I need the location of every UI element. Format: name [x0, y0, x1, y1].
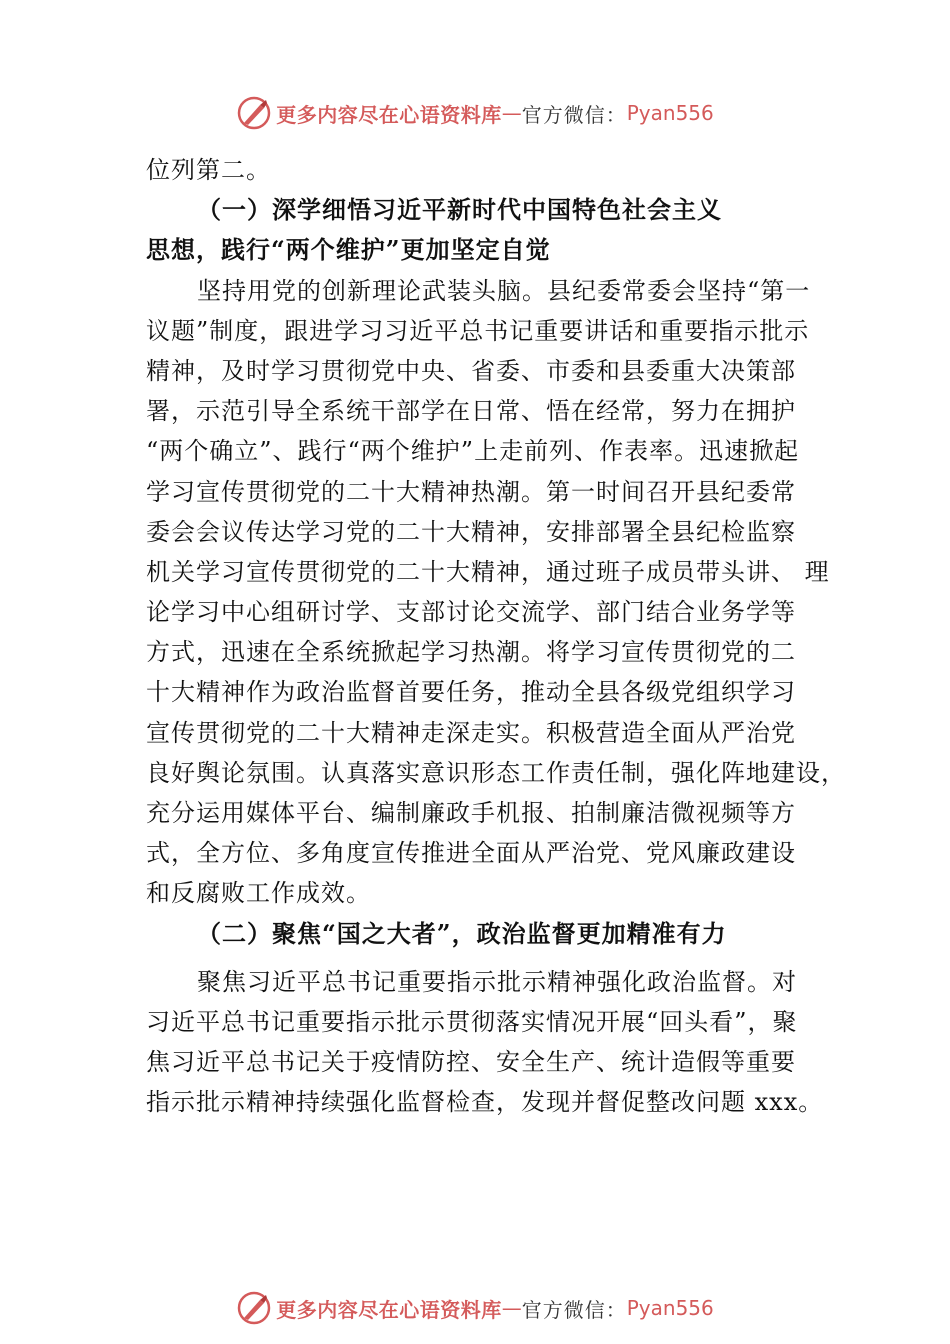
- body-line: “两个确立”、践行“两个维护”上走前列、作表率。迅速掀起: [146, 437, 800, 466]
- body-line: 论学习中心组研讨学、支部讨论交流学、部门结合业务学等: [146, 598, 796, 627]
- body-line: 习近平总书记重要指示批示贯彻落实情况开展“回头看”，聚: [146, 1007, 798, 1036]
- banner-brand-text: 更多内容尽在心语资料库: [276, 1297, 502, 1322]
- body-line: 署，示范引导全系统干部学在日常、悟在经常，努力在拥护: [146, 397, 796, 426]
- document-body: [146, 150, 846, 1123]
- body-line: 宣传贯彻党的二十大精神走深走实。积极营造全面从严治党: [146, 718, 796, 747]
- body-line: 学习宣传贯彻党的二十大精神热潮。第一时间召开县纪委常: [146, 477, 796, 506]
- section-heading-1-cont: 思想，践行“两个维护”更加坚定自觉: [146, 235, 551, 265]
- body-line: 指示批示精神持续强化监督检查，发现并督促整改问题 xxx。: [146, 1088, 824, 1117]
- body-line: 方式，迅速在全系统掀起学习热潮。将学习宣传贯彻党的二: [146, 638, 796, 667]
- body-line: 位列第二。: [146, 156, 271, 184]
- body-line: 精神，及时学习贯彻党中央、省委、市委和县委重大决策部: [146, 356, 796, 385]
- section-heading-1: （一）深学细悟习近平新时代中国特色社会主义: [197, 195, 722, 225]
- body-line: 坚持用党的创新理论武装头脑。县纪委常委会坚持“第一: [197, 276, 811, 305]
- body-line: 议题”制度，跟进学习习近平总书记重要讲话和重要指示批示: [146, 316, 810, 345]
- header-banner: [0, 93, 950, 133]
- banner-brand-text: 更多内容尽在心语资料库: [276, 102, 502, 127]
- pen-logo-icon: [236, 95, 272, 131]
- banner-wechat-label: 官方微信：: [521, 102, 627, 127]
- banner-wechat-id: Pyan556: [626, 1296, 714, 1320]
- banner-separator: —: [501, 101, 522, 125]
- banner-wechat-label: 官方微信：: [521, 1297, 627, 1322]
- body-line: 和反腐败工作成效。: [146, 879, 371, 908]
- body-line: 焦习近平总书记关于疫情防控、安全生产、统计造假等重要: [146, 1048, 796, 1077]
- body-line: 委会会议传达学习党的二十大精神，安排部署全县纪检监察: [146, 517, 796, 546]
- paragraph-gap: [146, 954, 836, 962]
- section-heading-2: （二）聚焦“国之大者”，政治监督更加精准有力: [197, 918, 727, 948]
- banner-separator: —: [501, 1296, 522, 1320]
- footer-banner: [0, 1288, 950, 1328]
- body-line: 式，全方位、多角度宣传推进全面从严治党、党风廉政建设: [146, 839, 796, 868]
- body-line: 十大精神作为政治监督首要任务，推动全县各级党组织学习: [146, 678, 796, 707]
- banner-wechat-id: Pyan556: [626, 101, 714, 125]
- body-line: 充分运用媒体平台、编制廉政手机报、拍制廉洁微视频等方: [146, 799, 796, 827]
- body-line: 良好舆论氛围。认真落实意识形态工作责任制，强化阵地建设，: [146, 758, 846, 787]
- body-line: 机关学习宣传贯彻党的二十大精神，通过班子成员带头讲、 理: [146, 557, 830, 586]
- pen-logo-icon: [236, 1290, 272, 1326]
- body-line: 聚焦习近平总书记重要指示批示精神强化政治监督。对: [197, 967, 797, 996]
